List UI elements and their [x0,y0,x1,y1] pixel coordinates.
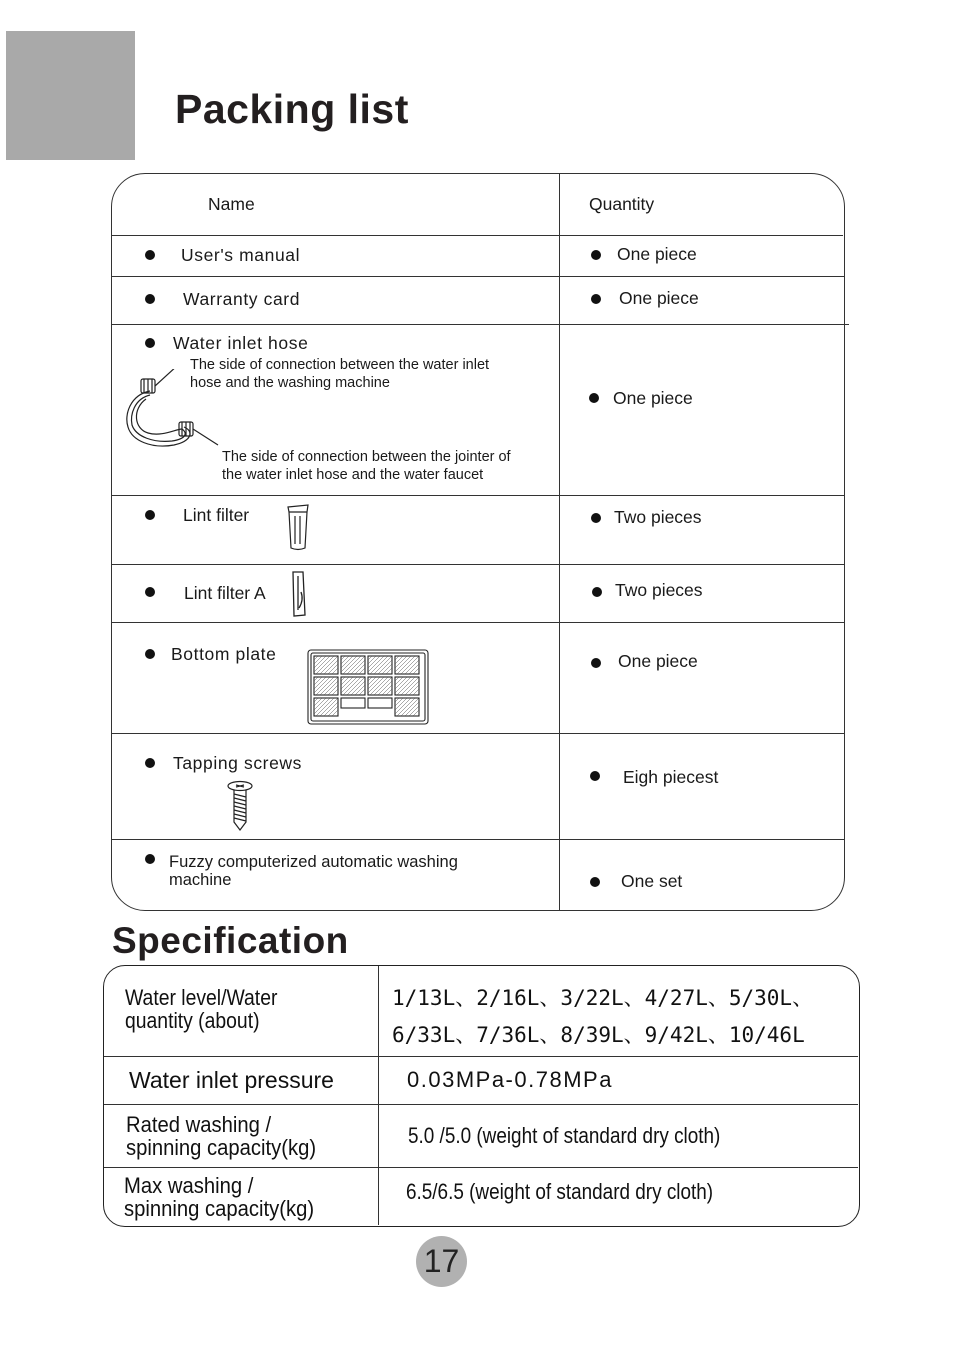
bullet [589,393,599,403]
spec-label: Water inlet pressure [129,1067,334,1093]
item-quantity: One set [621,871,683,891]
item-quantity: One piece [618,651,698,671]
row-divider [112,622,845,623]
row-divider [112,564,845,565]
column-divider [378,966,379,1225]
bullet [145,250,155,260]
spec-value: 6.5/6.5 (weight of standard dry cloth) [406,1179,714,1204]
spec-label-line1: Water level/Water [125,985,278,1010]
header-quantity: Quantity [589,194,655,214]
item-quantity: One piece [617,244,697,264]
bullet [145,649,155,659]
bullet [591,250,601,260]
bullet [591,294,601,304]
specification-table [103,965,860,1227]
bullet [145,854,155,864]
bullet [145,294,155,304]
spec-label-line1: Rated washing / [126,1112,272,1137]
item-name: Bottom plate [171,644,277,664]
item-quantity: Two pieces [614,507,702,527]
row-divider [104,1167,858,1168]
corner-tab-block [6,31,135,160]
row-divider [112,324,849,325]
bullet [592,587,602,597]
bullet [145,758,155,768]
bullet [590,877,600,887]
item-name: Water inlet hose [173,333,309,353]
row-divider [112,276,845,277]
lint-filter-a-icon [290,570,308,618]
page-number-badge: 17 [416,1236,467,1287]
row-divider [112,839,845,840]
spec-label-line2: quantity (about) [125,1008,260,1033]
packing-table [111,173,845,911]
spec-label-line2: spinning capacity(kg) [124,1196,315,1221]
item-name: User's manual [181,245,301,265]
spec-label-line2: spinning capacity(kg) [126,1135,317,1160]
item-name-line1: Fuzzy computerized automatic washing [169,853,458,871]
bullet [591,658,601,668]
row-divider [112,733,845,734]
row-divider [112,235,843,236]
screw-icon [226,780,254,832]
row-divider [104,1104,858,1105]
hose-note-machine-line2: hose and the washing machine [190,375,390,391]
item-name: Lint filter A [184,583,266,603]
item-name: Tapping screws [173,753,303,773]
item-quantity: One piece [613,388,693,408]
bullet [145,587,155,597]
page-title: Packing list [175,86,409,132]
bullet [145,510,155,520]
bullet [145,338,155,348]
item-name: Lint filter [183,505,250,525]
spec-value-line1: 1/13L、2/16L、3/22L、4/27L、5/30L、 [392,986,814,1010]
hose-note-faucet-line1: The side of connection between the jointer of [222,449,511,465]
bullet [590,771,600,781]
water-inlet-hose-icon [122,369,234,469]
bullet [591,513,601,523]
spec-value-line2: 6/33L、7/36L、8/39L、9/42L、10/46L [392,1023,805,1047]
row-divider [112,495,845,496]
row-divider [104,1056,858,1057]
column-divider [559,174,560,911]
spec-label-line1: Max washing / [124,1173,254,1198]
spec-value: 0.03MPa-0.78MPa [407,1067,613,1092]
item-quantity: Two pieces [615,580,703,600]
bottom-plate-icon [306,646,430,726]
section-title: Specification [112,920,349,961]
item-quantity: One piece [619,288,699,308]
item-quantity: Eigh piecest [623,767,719,787]
hose-note-faucet-line2: the water inlet hose and the water faucet [222,467,484,483]
lint-filter-icon [285,504,311,552]
header-name: Name [208,194,255,214]
item-name: Warranty card [183,289,301,309]
spec-value: 5.0 /5.0 (weight of standard dry cloth) [408,1123,721,1148]
item-name-line2: machine [169,871,232,889]
hose-note-machine-line1: The side of connection between the water inlet [190,357,490,373]
